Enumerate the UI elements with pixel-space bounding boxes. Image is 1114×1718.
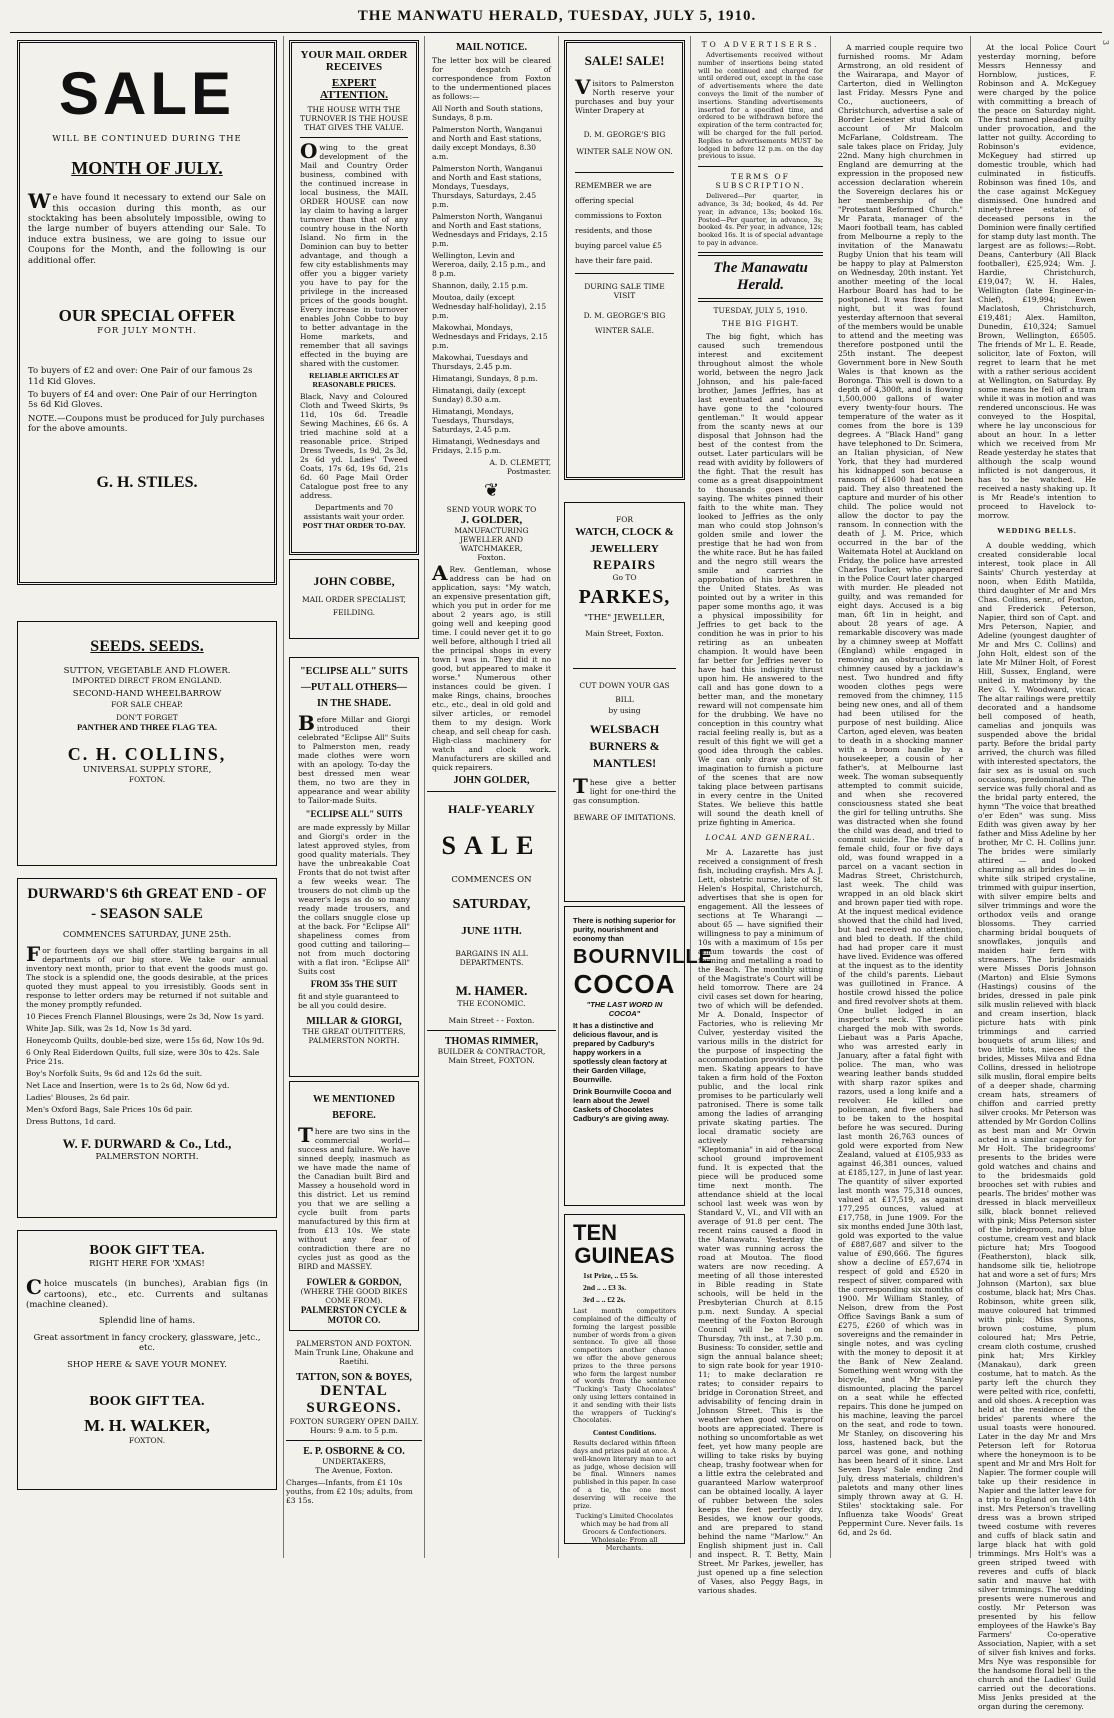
column-rule (970, 36, 971, 1558)
subscription-body: Delivered—Per quarter, in advance, 3s 3d; booked, 4s 4d. Per year, in advance, 13s; booked 16s. Posted—Per quarter, in advance, 3s; booked 4s. Per year, in advance, 12s; booked 16s. It is of special advantage to pay in advance. (698, 192, 823, 247)
offer-subheading: FOR JULY MONTH. (97, 325, 197, 336)
list-item: Makowhai, Mondays, Wednesdays and Fridays, 2.15 p.m. (432, 323, 548, 350)
parkes-for: FOR (616, 515, 633, 524)
list-item: Palmerston North, Wanganui and North and East stations, daily except Mondays, 8.30 a.m. (432, 125, 543, 161)
masthead: THE MANWATU HERALD, TUESDAY, JULY 5, 1910. (357, 8, 757, 24)
list-item: All North and South stations, Sundays, 8 p.m. (432, 104, 544, 122)
cobbe-town: FEILDING. (332, 608, 376, 617)
mail-post: POST THAT ORDER TO-DAY. (302, 521, 406, 530)
golder-advert (427, 505, 556, 786)
cobbe-name: JOHN COBBE, (313, 574, 395, 588)
mentioned-heading: WE MENTIONED BEFORE. (313, 1094, 395, 1121)
offer-item: To buyers of £4 and over: One Pair of our Herrington 5s 6d Kid Gloves. (28, 389, 258, 411)
seeds-line: DON'T FORGET (116, 712, 178, 722)
cocoa-intro: There is nothing superior for purity, nourishment and economy than (573, 916, 676, 943)
millar-town: PALMERSTON NORTH. (308, 1036, 400, 1045)
george-sale-heading: SALE! SALE! (584, 53, 665, 68)
mail-notice-post: Postmaster. (506, 467, 551, 476)
hamer-advert (427, 802, 556, 1025)
half-heading: HALF-YEARLY (448, 802, 535, 816)
list-item: Himatangi, Wednesdays and Fridays, 2.15 p.m. (432, 437, 541, 455)
parkes-goto: Go TO (612, 573, 637, 582)
golder-town: Foxton. (477, 553, 506, 562)
half-sale: SALE (441, 831, 542, 860)
list-item: Himatangi, Mondays, Tuesdays, Thursdays, Saturdays, 2.45 p.m. (432, 407, 515, 434)
guineas-prize-list (583, 1271, 666, 1304)
palmerston-roads: Main Trunk Line, Ohakune and Raetihi. (294, 1348, 414, 1366)
millar-subheading: THE GREAT OUTFITTERS, (302, 1027, 406, 1036)
book-heading-2: BOOK GIFT TEA. (89, 1393, 205, 1409)
dental-heading: DENTAL SURGEONS. (306, 1383, 402, 1416)
local-heading: LOCAL AND GENERAL. (705, 832, 816, 842)
parkes-repairs: REPAIRS (592, 557, 657, 572)
seeds-line: IMPORTED DIRECT FROM ENGLAND. (72, 676, 222, 686)
hamer-name: M. HAMER. (455, 983, 528, 999)
george-sale-body: Visitors to Palmerston North reserve your purchases and buy your Winter Drapery at (575, 75, 674, 115)
news-column-6: A married couple require two furnished rooms. Mr Adam Armstrong, an old resident of the Wairarapa, and Mayor of Carterton, died in Wellington last Friday. Messrs Pyne and Co., auctioneers, of Christchurch, advertise a sale of Border Leicester stud flock on account of Mr Malcolm McFarlane, Coldstream. The sale takes place on Friday, July 22nd. Many high churchmen in England are demurring at the expression in the proposed new accession declaration wherein the Sovereign declares his or her membership of the "Protestant Reformed Church." Mr Parata, manager of the Maori football team, has cabled from Melbourne a reply to the invitation of the Manawatu Rugby Union that his team will be happy to play at Palmerston on Wednesday, 20th instant. Yet another meeting of the local Harbour Board has had to be postponed. It was fixed for last night, but it was found yesterday afternoon that several of the members would be unable to attend and the meeting was therefore postponed until the 25th instant. The deepest Government bore in New South Wales is that known as the Boronga. This well is down to a depth of 4,300ft, and is flowing 1,500,000 gallons of water every twenty-four hours. The temperature of the water as it comes from the bore is 139 degrees. A "Black Hand" gang have telephoned to Dr. Scimera, an Italian physician, of New York, that they had murdered his kidnapped son because a ransom of £1600 had not been paid. They also threatened the capture and murder of his other child. The police would not allow the doctor to pay the ransom. In connection with the death of J. M. Price, which occurred in the bar of the Waitemata Hotel at Auckland on Friday, the police have arrested Charles Tucker, who appeared in the Police Court later charged with murder. He pleaded not guilty, and was remanded for eight days. Accused is a big man, 6ft 1in in height, and about 28 years of age. A remarkable discovery was made by a chimney sweep at Moffatt (England) while engaged in removing an obstruction in a chimney caused by a jackdaw's nest. Two hundred and fifty wooden clothes pegs were removed from the chimney, 115 being new ones, and all of them had been utilised for the purpose of nest building. Alice Carton, aged eleven, was beaten to death in a shocking manner with a broom handle by a housekeeper, a cousin of her father's, at Melbourne last week. The woman subsequently attempted to commit suicide, and when she recovered consciousness stated she beat the girl for telling untruths. She was distracted when she found the child was dead, and tried to commit suicide. The body of a female child, four or five days old, was found wrapped in a parcel on a vacant section in Madras Street, Christchurch, last week. The child was wrapped in an old black skirt and brown paper tied with rope. At the inquest medical evidence showed that the child had lived, but had received no attention, and bled to death. If the child had had proper care it must have lived. Evidence was offered at the inquest as to the identity of the child's parents. Liebaut was guillotined in France. A hostile crowd hissed the police and fired revolver shots at them. One bullet lodged in an inspector's neck. The police charged the mob with swords. Liebaut was a Paris Apache, who was arrested early in January, after a fatal fight with police. The man, who was wearing leather bands studded with sharp razor spikes and razors, used a long knife and a revolver. He killed one policeman, and five others had to be taken to the hospital before he was secured. During last month 26,763 ounces of gold were exported from New Zealand, valued at £105,933 as against 46,381 ounces, valued at £185,127, in June of last year. The quantity of silver exported last month was 75,318 ounces, valued at £17,519, as against 177,295 ounces, valued at £17,758, in June 1909. For the six months ended June 30th last, gold was exported to the value of £887,687 and silver to the value of £90,666. The figures show a decline of £57,674 in respect of gold and £520 in respect of silver, compared with the corresponding six months of 1900. Mr William Stanley, of Nelson, drew from the Post Office Savings Bank a sum of £275, £260 of which was in sovereigns and the remainder in single notes, and was cycling with the money to deposit it at the Bank of New Zealand. Something went wrong with the bicycle, and Mr Stanley dismounted, placing the parcel on a seat while he effected repairs. This done he jumped on his machine, leaving the parcel on the seat, and rode to town. Mr Stanley, on discovering his loss, hastened back, but the parcel was gone, and nothing has been heard of it since. Last Seven Days' Sale ending 2nd July, dress materials, children's paletots and many other lines simply thrown away at G. H. Stiles' stocktaking sale. For Influenza take Woods' Great Peppermint Cure. Never fails. 1s 6d, and 2s 6d. (838, 43, 963, 1537)
list-item: Makowhai, Tuesdays and Thursdays, 2.45 p.m. (432, 353, 529, 371)
eclipse-fit: fit and style guaranteed to be all you could desire. (298, 992, 399, 1010)
mail-notice-sign: A. D. CLEMETT, (489, 458, 551, 467)
fowler-name: FOWLER & GORDON, (306, 1277, 402, 1287)
column-7 (973, 36, 1101, 1711)
list-item: 2nd .. .. £3 3s. (583, 1283, 627, 1293)
half-commences: COMMENCES ON (451, 875, 532, 885)
george-sale-now: D. M. GEORGE'S BIG WINTER SALE NOW ON. (576, 130, 673, 156)
dental-hours: Hours: 9 a.m. to 5 p.m. (310, 1426, 398, 1435)
walker-name: M. H. WALKER, (84, 1415, 210, 1435)
masthead-rule (10, 32, 1102, 33)
mail-departments: Departments and 70 assistants wait your order. (303, 503, 405, 521)
wedding-heading: WEDDING BELLS. (997, 526, 1077, 535)
parkes-jeweller: "THE" JEWELLER, (584, 613, 665, 623)
mail-notice-body: The letter box will be cleared for despatch of correspondence from Foxton to the undermentioned places as follows:— (432, 56, 551, 101)
rimmer-subheading: BUILDER & CONTRACTOR, (437, 1047, 546, 1057)
list-item: Dress Buttons, 1d card. (26, 1117, 116, 1127)
eclipse-price: FROM 35s THE SUIT (310, 979, 398, 989)
golder-name: J. GOLDER, (460, 514, 523, 526)
george-winter-sale: D. M. GEORGE'S BIG WINTER SALE. (583, 311, 666, 335)
list-item: 6 Only Real Eiderdown Quilts, full size, were 30s to 42s. Sale Price 21s. (26, 1048, 260, 1067)
book-gift-tea-advert (17, 1230, 277, 1490)
list-item: Net Lace and Insertion, were 1s to 2s 6d, Now 6d yd. (26, 1081, 230, 1091)
subscription-heading: TERMS OF SUBSCRIPTION. (715, 172, 806, 191)
parkes-address: Main Street, Foxton. (585, 629, 664, 639)
collins-name: C. H. COLLINS, (67, 744, 227, 765)
list-item: Shannon, daily, 2.15 p.m. (432, 281, 529, 290)
eclipse-subheading: "ECLIPSE ALL" SUITS (305, 809, 403, 819)
local-body: Mr A. Lazarette has just received a consignment of fresh fish, including crayfish. Mrs A. J. Lett, obstetric nurse, late of St. Helen's Hospital, Christchurch, advertises that she is open for engagement. All the lessees of sections at Te Wharangi — about 65 — have signified their willingness to pay a minimum of 10s with a maximum of 15s per annum towards the cost of forming and metalling a road to the Beach. The monthly sitting of the Magistrate's Court will be held tomorrow. There are 24 civil cases set down for hearing, two of which will be defended. Mr A. Donald, Inspector of Factories, who is relieving Mr Culver, yesterday visited the various mills in the district for the purpose of inspecting the accommodation provided for the men. Skating appears to have taken a firm hold of the Foxton public, and the local rink promises to be particularly well patronised. There is some talk among the ladies of arranging private skating parties. The local dramatic society are actively rehearsing "Kleptomania" in aid of the local school ground improvement fund. It is expected that the piece will be produced some time next month. The attendance shield at the local school last week was won by Standard V., VI., and VII with an average of 91.8 per cent. The recent rains caused a flood in the Manawatu. Yesterday the water was running across the road at Moutoa. The flood waters are now receding. A meeting of all those interested in Bible reading in State schools, will be held in the Presbyterian Church at 8.15 p.m. next Sunday. A special meeting of the Foxton Borough Council will be held on Thursday, 7th inst., at 7.30 p.m. Business: To consider, settle and sign the annual balance sheet; to sign rate book for year 1910-11; to make declaration re rates; to consider repairs to bridge in Coronation Street, and advisability of fencing drain in Johnson Street. This is the weather when good waterproof boots are appreciated. There is nothing so uncomfortable as wet feet, yet how many people are willing to take risks by buying cheap, trashy footwear when for a little extra the celebrated and guaranteed Marlow waterproof can be obtained locally. A layer of rubber between the soles keeps the feet perfectly dry. Besides, we know our goods, and are prepared to stand behind the name "Marlow." An English shipment just in. Call and inspect. R. T. Betty, Main Street. Mr Parkes, jeweller, has just opened up a fine selection of Vases, also Peggy Bags, in various shades. (698, 847, 823, 1595)
column-5 (693, 36, 828, 1595)
parkes-repairs-line: WATCH, CLOCK & JEWELLERY (575, 526, 674, 555)
offer-item: To buyers of £2 and over: One Pair of our famous 2s 11d Kid Gloves. (28, 366, 253, 387)
advertisers-body: Advertisements received without number of insertions being stated will be continued and charged for until ordered out, except in the case of advertisements where the date conveys the limit of the number of insertions. Standing advertisements inserted for a specified time, and ordered to be withdrawn before the expiration of the term contracted for, will be charged for the full period. Replies to advertisements MUST be lodged in before 12 p.m. on the day previous to issue. (698, 51, 823, 161)
mail-notice-heading: MAIL NOTICE. (455, 42, 528, 53)
golder-sign: JOHN GOLDER, (453, 775, 530, 786)
list-item: Men's Oxford Bags, Sale Prices 10s 6d pair. (26, 1105, 193, 1115)
list-item: Ladies' Blouses, 2s 6d pair. (26, 1093, 130, 1103)
mail-order-advert (289, 40, 419, 555)
book-shop: SHOP HERE & SAVE YOUR MONEY. (67, 1359, 227, 1370)
eclipse-body-2: are made expressly by Millar and Giorgi's order in the latest approved styles, from good quality materials. They have the unbreakable Coat Fronts that do not twist after a few weeks wear. The trousers do not climb up the wearer's legs as do so many ready made trousers, and the collars snuggle close up at the back. For "Eclipse All" shapeliness comes from good cutting and tailoring—not from much doctoring with a flat iron. "Eclipse All" Suits cost (298, 823, 410, 976)
column-rule (830, 36, 831, 1558)
ornament-divider: ❦ (483, 480, 500, 501)
list-item: Himatangi, daily (except Sunday) 8.30 a.m. (432, 386, 526, 404)
wedding-body: A double wedding, which created considerable local interest, took place in All Saints' Church yesterday at noon, when Edith Matilda, third daughter of Mr and Mrs Chas. Collins, senr., of Foxton, and Frederick Peterson, Napier, third son of Capt. and Mrs Peterson, Napier, and Adeline (youngest daughter of Mr and Mrs C. Collins) and John Holt, eldest son of the late Mr Milner Holt, of Forest Hill, Sussex, England, were united in matrimony by the Rev G. Y. Woodward, vicar. The altar railings were prettily decorated and a handsome bell composed of heath, camelias and jonquils was suspended above the bridal party. Before the bridal party arrived, the church was filled with interested spectators, the fair sex as is usual on such occasions, predominated. The service was fully choral and as the bridal party entered, the hymn "The voice that breathed o'er Eden" was sung. Miss Edith was given away by her father and Miss Adeline by her brother, Mr C. H. Collins junr. The brides were similarly attired — and looked charming as all brides do — in white silk striped crystaline, trimmed with guipur insertion, with silver empire belts and silver trimmings and wore the orthodox veils and orange blossoms. They carried charming bridal bouquets of snowflakes, jonquils and maiden hair fern with streamers. The bridesmaids were Misses Doris Johnson (Marton) and Elsie Symons (Hastings) cousins of the brides, dressed in pale pink silk muslin relieved with black and cream insertion, black picture hats with pink trimmings and carried bouquets of arum lilies; and two little tots, nieces of the brides, Misses Milva and Edna Collins, dressed in heliotrope silk muslin, floral empire belts of a deeper shade, charming cream hats, streamers of chiffon and carried pretty silver crooks. Mr Peterson was attended by Mr Gordon Collins as best man and Mr Orwin acted in a similar capacity for Mr Holt. The bridegrooms' presents to the brides were gold watches and chains and to the bridesmaids gold brooches set with rubies and pearls. The brides' mother was dressed in black merveilleux silk, black bonnet relieved with pink; Miss Peterson sister of the bridegroom, navy blue costume, cream vest and black picture hat; Mrs Toogood (Featherston), black silk, handsome silk tie, heliotrope hat and wore a set of furs; Mrs Johnson (Marton), sax blue costume, black hat; Mrs Chas. Robinson, white green silk, mauve coloured hat trimmed with pink; Miss Symons, brown costume, plum coloured hat; Mrs Petrie, cream cloth costume, crushed pink hat; Mrs Kirkley (Manakau), dark green costume, hat to match. As the party left the church they were pelted with rice, confetti, and old shoes. A reception was held at the residence of the brides' parents where the usual toasts were honoured. Later in the day Mr and Mrs Peterson left for Rotorua where the honeymoon is to be spent and Mr and Mrs Holt for Napier. The former couple will take up their residence in Napier and the latter leave for a trip to England on the 14th inst. Mrs Peterson's travelling dress was a brown striped tweed costume with reveres and cuffs of black satin and large black hat with gold trimmings. Mrs Holt's was a green striped tweed with reveres and cuffs of black satin and mauve hat with silver trimmings. The wedding presents were numerous and costly. Mr Peterson was presented by his fellow employees of the Hawke's Bay Farmers' Co-operative Association, Napier, with a set of silver fish knives and forks. Mrs Nye was responsible for the handsome floral bell in the church and the Ladies' Guild carried out the decorations. Miss Jenks presided at the organ during the ceremony. (978, 541, 1097, 1711)
mentioned-body: There are two sins in the commercial world—success and failure. We have sinned deeply, inasmuch as we have made the name of the Canadian built Bird and Massey a household word in this district. Let us remind you that we are selling a cycle built from parts manufactured by this firm at from £13 10s. We state without any fear of contradiction there are no cycles just as good as the BIRD and MASSEY. (298, 1123, 410, 1271)
seeds-advert (17, 621, 277, 866)
book-body: Choice muscatels (in bunches), Arabian figs (in cartoons), etc., etc. Currents and sultanas (machine cleaned). (26, 1275, 268, 1311)
cocoa-title-2: COCOA (573, 969, 676, 999)
cocoa-title-1: BOURNVILLE (573, 946, 713, 968)
guineas-footer: Tucking's Limited Chocolates which may be had from all Grocers & Confectioners. Wholesale: From all Merchants. (575, 1512, 674, 1552)
list-item: Honeycomb Quilts, double-bed size, were 15s 6d, Now 10s 9d. (26, 1036, 265, 1046)
list-item: 3rd .. .. £2 2s. (583, 1295, 626, 1305)
rimmer-address: Main Street, FOXTON. (448, 1056, 535, 1066)
list-item: White Jap. Silk, was 2s 1d, Now 1s 3d yard. (26, 1024, 192, 1034)
osborne-name: E. P. OSBORNE & CO. (303, 1446, 405, 1457)
durward-heading: DURWARD'S 6th GREAT END - OF - SEASON SALE (27, 886, 267, 922)
eclipse-body: Before Millar and Giorgi introduced their celebrated "Eclipse All" Suits to Palmerston men, ready made clothes were worn with an apology. To-day the best dressed men wear them, no two are they in appearance and wear ability to Tailor-made Suits. (298, 711, 410, 805)
fowler-subheading: (WHERE THE GOOD BIKES COME FROM). (300, 1287, 408, 1305)
mail-reliable: RELIABLE ARTICLES AT REASONABLE PRICES. (309, 371, 399, 389)
rimmer-name: THOMAS RIMMER, (444, 1036, 539, 1048)
mail-notice-list (432, 104, 551, 455)
dental-subheading: FOXTON SURGERY OPEN DAILY. (289, 1417, 419, 1426)
sale-body: We have found it necessary to extend our Sale on this occasion during this month, as our stocktaking has been absolutely impossible, owing to the large number of buyers attending our Sale. To induce extra business, we are going to issue our Coupons for the Month, and the following is our additional offer. (28, 189, 266, 266)
osborne-charges: Charges—Infants, from £1 10s youths, from £2 10s; adults, from £3 15s. (286, 1478, 413, 1505)
parkes-name: PARKES, (578, 586, 671, 608)
seeds-heading: SEEDS. SEEDS. (90, 638, 204, 655)
millar-name: MILLAR & GIORGI, (306, 1016, 402, 1027)
seeds-line: FOR SALE CHEAP. (111, 699, 183, 709)
mail-notice (427, 36, 556, 476)
page-number: 3 (1101, 40, 1110, 46)
mail-items: Black, Navy and Coloured Cloth and Tweed Skirts, 9s 11d, 10s 6d. Treadle Sewing Machines, £6 6s. A tried machine sold at a reasonable price. Striped Dress Tweeds, 1s 9d, 2s 3d, 2s 6d yd. Ladies' Tweed Coats, 17s 6d, 19s 6d, 21s 6d. 60 Page Mail Order Catalogue post free to any address. (300, 392, 408, 500)
list-item: Moutoa, daily (except Wednesday half-holiday), 2.15 p.m. (432, 293, 547, 320)
fight-heading: THE BIG FIGHT. (721, 318, 800, 328)
golder-subheading: MANUFACTURING JEWELLER AND WATCHMAKER, (454, 526, 529, 553)
gas-body: These give a better light for one-third the gas consumption. (573, 773, 676, 805)
osborne-subheading: UNDERTAKERS, (322, 1457, 386, 1466)
bird-massey-advert (289, 1081, 419, 1331)
gas-beware: BEWARE OF IMITATIONS. (573, 812, 676, 822)
hamer-address: Main Street - - Foxton. (448, 1016, 535, 1026)
collins-store: UNIVERSAL SUPPLY STORE, (82, 765, 212, 776)
bournville-cocoa-advert (564, 906, 713, 1206)
gas-by: by using (608, 706, 641, 716)
cocoa-drink: Drink Bournville Cocoa and learn about the Jewel Caskets of Chocolates Cadbury's are giving away. (573, 1087, 672, 1123)
half-bargains: BARGAINS IN ALL DEPARTMENTS. (455, 949, 528, 968)
durward-subheading: COMMENCES SATURDAY, JUNE 25th. (62, 930, 232, 940)
herald-date: TUESDAY, JULY 5, 1910. (713, 305, 808, 315)
list-item: Himatangi, Sundays, 8 p.m. (432, 374, 538, 383)
column-2 (286, 36, 422, 1558)
seeds-line: PANTHER AND THREE FLAG TEA. (76, 721, 218, 732)
durward-body: For fourteen days we shall offer startling bargains in all departments of our big store. We take our annual inventory next month, prior to that event the goods must go. The stock is a splendid one, the goods desirable, at the prices quoted they must appeal to you irresistibly. Goods sent in response to letter orders may be returned if not suitable and the money promptly refunded. (26, 942, 268, 1010)
ten-guineas-advert (564, 1214, 685, 1552)
column-rule (283, 36, 284, 1558)
parkes-advert (564, 502, 685, 902)
sale-heading: SALE (58, 60, 236, 127)
cobbe-subheading: MAIL ORDER SPECIALIST, (302, 595, 406, 604)
guineas-body: Last month competitors complained of the difficulty of forming the largest possible number of words from a given sentence. To give all those competitors another chance we offer the above generous prizes to the three persons who form the largest number of words from the sentence "Tucking's Tasty Chocolates" only using letters contained in it and sending with their lists the wrappers of Tucking's Chocolates. (573, 1307, 676, 1425)
george-sale-advert (564, 40, 685, 480)
gas-welsbach: WELSBACH BURNERS & MANTLES! (589, 722, 660, 770)
sale-month: MONTH OF JULY. (71, 158, 223, 179)
gas-heading: CUT DOWN YOUR GAS BILL (579, 681, 670, 704)
durward-item-list (26, 1012, 268, 1126)
golder-send: SEND YOUR WORK TO (446, 505, 537, 514)
eclipse-heading: "ECLIPSE ALL" SUITS —PUT ALL OTHERS— IN THE SHADE. (300, 666, 408, 709)
guineas-conditions: Contest Conditions. (592, 1428, 657, 1438)
advertisers-heading: TO ADVERTISERS. (701, 40, 820, 49)
book-heading: BOOK GIFT TEA. (89, 1243, 205, 1258)
walker-town: FOXTON. (128, 1435, 166, 1445)
column-3 (427, 36, 556, 1558)
george-during: DURING SALE TIME VISIT (584, 282, 665, 300)
tatton-name: TATTON, SON & BOYES, (296, 1372, 412, 1383)
news-column-7: At the local Police Court yesterday morning, before Messrs Hennessy and Hornblow, justices, F. Robinson and A. McKeguey were charged by the police with committing a breach of the peace on Saturday night. The first named pleaded guilty under provocation, and the latter not guilty. According to Robinson's evidence, McKeguey had stirred up domestic trouble, which had culminated in fisticuffs. Robinson was fined 10s, and the case against McKeguey dismissed. One hundred and ninety-three estates of deceased persons in the Dominion were finally certified for stamp duty last month. The largest are as follows:—Robt. Deans, Canterbury (All Black footballer), £25,924; Wm. J. Hardie, Christchurch, £19,047; W. H. Hales, Wellington (late Engineer-in-Chief), £19,994; Ewen Maclatosh, Christchurch, £19,481; Alex. Hamilton, Dunedin, £10,324; Samuel Brown, Wellington, £6505. The friends of Mr L. E. Reade, solicitor, late of Foxton, will regret to learn that he met with a rather serious accident at Wellington, on Saturday. By some means he fell off a tram while it was in motion and was rendered unconscious. He was conveyed to the Hospital, where he lay unconscious for about an hour. In a letter which we received from Mr Reade yesterday he states that although the scalp wound inflicted is not dangerous, it has to be watched. He received a nasty shaking up. It is Mr Reade's intention to proceed to Havelock to-morrow. (978, 43, 1096, 520)
cocoa-tagline: "THE LAST WORD IN COCOA" (586, 1000, 663, 1018)
seeds-line: SECOND-HAND WHEELBARROW (72, 689, 222, 700)
george-remember: REMEMBER we are offering special commissions to Foxton residents, and those buying parcel value £5 have their fare paid. (575, 181, 662, 265)
cocoa-body: It has a distinctive and delicious flavour, and is prepared by Cadbury's happy workers in a spotlessly clean factory at their Garden Village, Bournville. (573, 1021, 667, 1084)
sale-subheading: WILL BE CONTINUED DURING THE (52, 134, 242, 144)
stiles-name: G. H. STILES. (96, 474, 198, 492)
durward-advert (17, 878, 277, 1218)
half-day: SATURDAY, (452, 897, 531, 913)
column-4 (561, 36, 713, 1558)
list-item: 1st Prize, .. £5 5s. (583, 1271, 638, 1281)
guineas-ten: TEN (573, 1220, 617, 1245)
list-item: 10 Pieces French Flannel Blousings, were 2s 3d, Now 1s yard. (26, 1012, 264, 1022)
mail-house: THE HOUSE WITH THE TURNOVER IS THE HOUSE THAT GIVES THE VALUE. (300, 105, 408, 132)
durward-firm: W. F. DURWARD & Co., Ltd., (62, 1136, 232, 1152)
palmerston-foxton: PALMERSTON AND FOXTON. (296, 1339, 412, 1348)
book-hams: Splendid line of hams. (98, 1316, 196, 1327)
osborne-address: The Avenue, Foxton. (315, 1466, 393, 1475)
column-rule (690, 36, 691, 1558)
half-date: JUNE 11TH. (461, 925, 522, 938)
collins-town: FOXTON. (128, 775, 166, 785)
herald-logo: The Manawatu Herald. (713, 259, 808, 293)
mail-body: Owing to the great development of the Mail and Country Order business, combined with the continued increase in local business, the MAIL ORDER HOUSE can now lay claim to having a larger turnover than that of any country house in the North Island. No firm in the Dominion can buy to better advantage, and though a few city establishments may offer you a bigger variety you have to pay for the privilege in the increased prices of the goods bought. Every increase in turnover enables John Cobbe to buy to better advantage in the Home markets, and remember that all savings effected in the buying are shared with the customer. (300, 139, 408, 368)
column-6 (833, 36, 968, 1558)
hamer-subheading: THE ECONOMIC. (457, 999, 526, 1009)
list-item: Palmerston North, Wanganui and North and East stations, Mondays, Tuesdays, Thursdays, Saturdays, 2.45 p.m. (432, 164, 543, 209)
eclipse-all-advert (289, 657, 419, 1077)
durward-town: PALMERSTON NORTH. (95, 1152, 199, 1163)
guineas-word: GUINEAS (574, 1243, 675, 1269)
fight-body: The big fight, which has caused such tremendous interest and excitement throughout almost the whole world, between the negro Jack Johnson, and his pale-faced brother, James Jeffries, has at last eventuated and honours have gone to the "coloured gentleman." It would appear from the scanty news at our disposal that Johnson had the best of the contest from the outset. Later particulars will be read with avidity by followers of the fight. That the result has come as a great disappointment to thousands goes without saying. The whites pinned their faith to the white man. They looked to Jeffries as the only man who could stop Johnson's golden smile and lower the prestige that he had won from the white race. But he has failed and the negro still wears the smile and carries the approbation of his brethren in the United States. As was pointed out by a writer in this paper some months ago, it was a physical impossibility for Jeffries to get back to the condition he was in prior to his retiring as an unbeaten champion. It would have been far better for Jeffries never to have had this indignity thrust upon him. He answered to the call and has gone down to a better man, and the monetary reward will not compensate him for the drubbing. We have no conception in this country what racial feeling really is, but as a result of this fight we will get a good idea through the cables. We can only draw upon our imagination to furnish a picture of the scenes that are now taking place between partisans in every centre in the United States. We believe this battle will sound the death knell of prize fighting in America. (698, 331, 823, 827)
guineas-conditions-body: Results declared within fifteen days and prizes paid at once. A well-known literary man to act as judge, whose decision will be final. Winners names published in this paper. In case of a tie, the one most deserving will receive the prize. (573, 1439, 676, 1510)
column-1 (14, 36, 280, 1558)
book-subheading: RIGHT HERE FOR 'XMAS! (89, 1259, 205, 1269)
fowler-company: PALMERSTON CYCLE & MOTOR CO. (300, 1305, 408, 1325)
mail-heading: YOUR MAIL ORDER RECEIVES (300, 49, 408, 73)
column-rule (424, 36, 425, 1558)
column-rule (558, 36, 559, 1558)
golder-body: ARev. Gentleman, whose address can be had on application, says: "My watch, an expensive presentation gift, which you put in order for me about 2 years ago, is still going well and keeping good time. I could never get it to go well before, although I tried all the principal shops in every town I was in. They did it no good, but appeared to make it worse." Numerous other instances could be given. I make Rings, chains, brooches etc., etc., deal in old gold and silver articles, or remodel them to my design. Work cheap, and sell cheap for cash. High-class machinery for watch and clock work. Manufacturers are skilled and quick repairers. (432, 561, 551, 772)
list-item: Boy's Norfolk Suits, 9s 6d and 12s 6d the suit. (26, 1069, 203, 1079)
offer-note: NOTE.—Coupons must be produced for July purchases for the above amounts. (28, 413, 265, 435)
stiles-sale-advert (17, 40, 277, 585)
list-item: Wellington, Levin and Wereroa, daily, 2.15 p.m., and 8 p.m. (432, 251, 546, 278)
list-item: Palmerston North, Wanganui and North and East stations, Wednesdays and Fridays, 2.15 p.m. (432, 212, 548, 248)
book-assortment: Great assortment in fancy crockery, glassware, jetc., etc. (33, 1332, 261, 1354)
seeds-line: SUTTON, VEGETABLE AND FLOWER. (63, 666, 231, 676)
cobbe-advert (289, 559, 419, 639)
mail-expert: EXPERT ATTENTION. (320, 77, 388, 101)
offer-heading: OUR SPECIAL OFFER (58, 305, 236, 325)
